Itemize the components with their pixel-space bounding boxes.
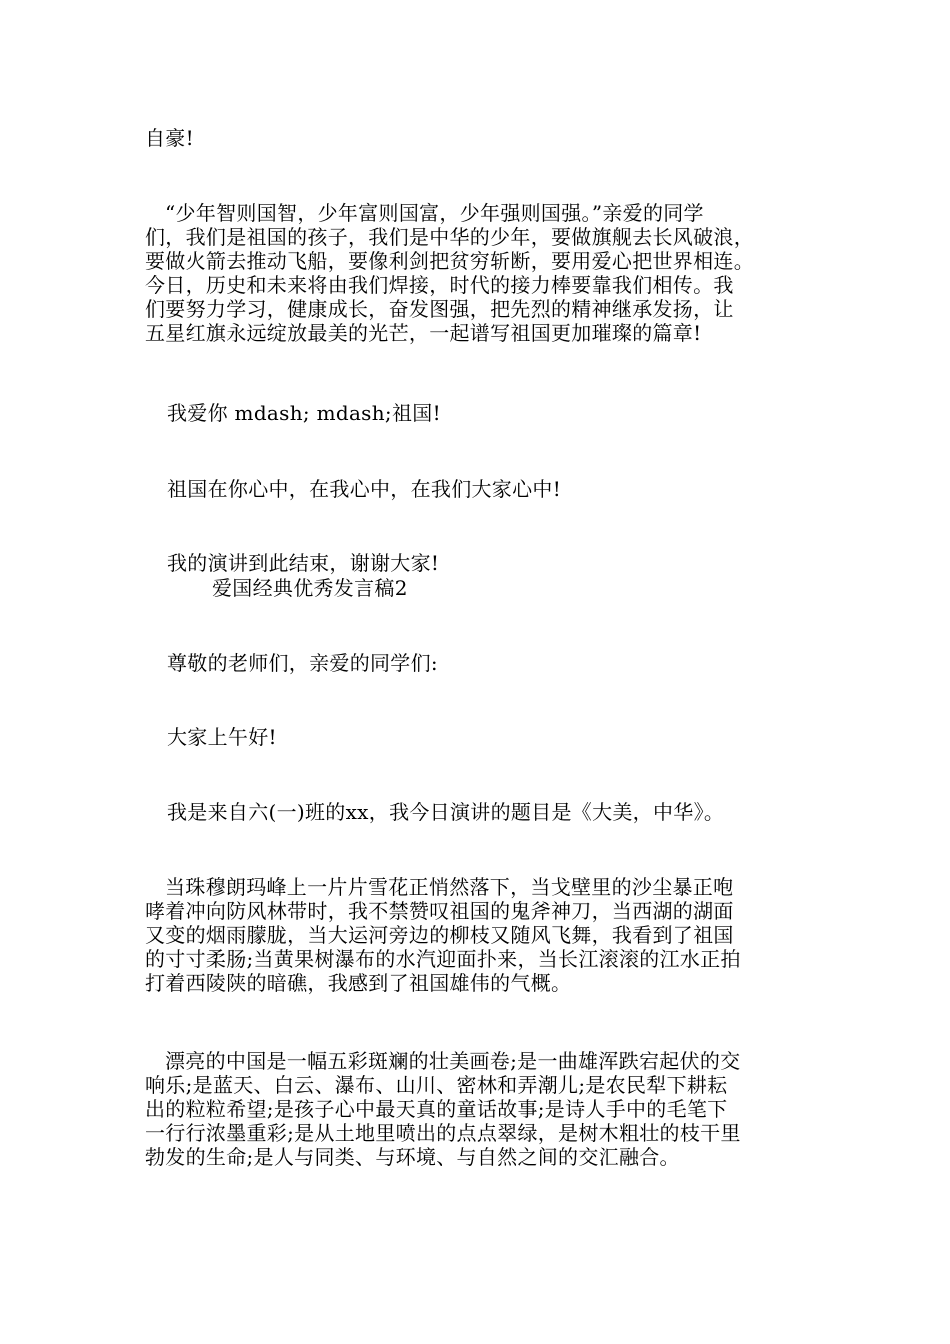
- paragraph-youth-quote: [145, 201, 825, 345]
- paragraph-line: 们要努力学习，健康成长，奋发图强，把先烈的精神继承发扬，让: [145, 297, 734, 321]
- paragraph-line: 的寸寸柔肠;当黄果树瀑布的水汽迎面扑来，当长江滚滚的江水正拍: [145, 947, 741, 971]
- paragraph-line: 哮着冲向防风林带时，我不禁赞叹祖国的鬼斧神刀，当西湖的湖面: [145, 899, 734, 923]
- paragraph-line: 勃发的生命;是人与同类、与环境、与自然之间的交汇融合。: [145, 1145, 680, 1169]
- paragraph-line: “少年智则国智，少年富则国富，少年强则国强。”亲爱的同学: [165, 201, 704, 225]
- paragraph-beautiful-china: [145, 1049, 825, 1169]
- paragraph-line: 出的粒粒希望;是孩子心中最天真的童话故事;是诗人手中的毛笔下: [145, 1097, 728, 1121]
- paragraph-line: 五星红旗永远绽放最美的光芒，一起谱写祖国更加璀璨的篇章!: [145, 321, 702, 345]
- paragraph-closing-word: 自豪!: [145, 126, 194, 150]
- paragraph-good-morning: 大家上午好!: [167, 725, 277, 749]
- paragraph-line: 漂亮的中国是一幅五彩斑斓的壮美画卷;是一曲雄浑跌宕起伏的交: [165, 1049, 741, 1073]
- section-title: 爱国经典优秀发言稿2: [212, 576, 408, 600]
- paragraph-line: 打着西陵陕的暗礁，我感到了祖国雄伟的气概。: [145, 971, 572, 995]
- paragraph-speech-topic: 我是来自六(一)班的xx，我今日演讲的题目是《大美，中华》。: [167, 800, 725, 824]
- paragraph-line: 今日，历史和未来将由我们焊接，时代的接力棒要靠我们相传。我: [145, 273, 734, 297]
- paragraph-line: 又变的烟雨朦胧，当大运河旁边的柳枝又随风飞舞，我看到了祖国: [145, 923, 734, 947]
- paragraph-motherland-in-heart: 祖国在你心中，在我心中，在我们大家心中!: [167, 477, 562, 501]
- paragraph-greeting-audience: 尊敬的老师们，亲爱的同学们:: [167, 651, 438, 675]
- paragraph-line: 们，我们是祖国的孩子，我们是中华的少年，要做旗舰去长风破浪，: [145, 225, 754, 249]
- paragraph-line: 响乐;是蓝天、白云、瀑布、山川、密林和弄潮儿;是农民犁下耕耘: [145, 1073, 728, 1097]
- paragraph-line: 当珠穆朗玛峰上一片片雪花正悄然落下，当戈壁里的沙尘暴正咆: [165, 875, 734, 899]
- paragraph-line: 一行行浓墨重彩;是从土地里喷出的点点翠绿，是树木粗壮的枝干里: [145, 1121, 741, 1145]
- paragraph-line: 要做火箭去推动飞船，要像利剑把贫穷斩断，要用爱心把世界相连。: [145, 249, 754, 273]
- paragraph-speech-end: 我的演讲到此结束，谢谢大家!: [167, 551, 440, 575]
- paragraph-i-love-you: 我爱你 mdash; mdash;祖国!: [167, 401, 441, 425]
- paragraph-scenery: [145, 875, 825, 995]
